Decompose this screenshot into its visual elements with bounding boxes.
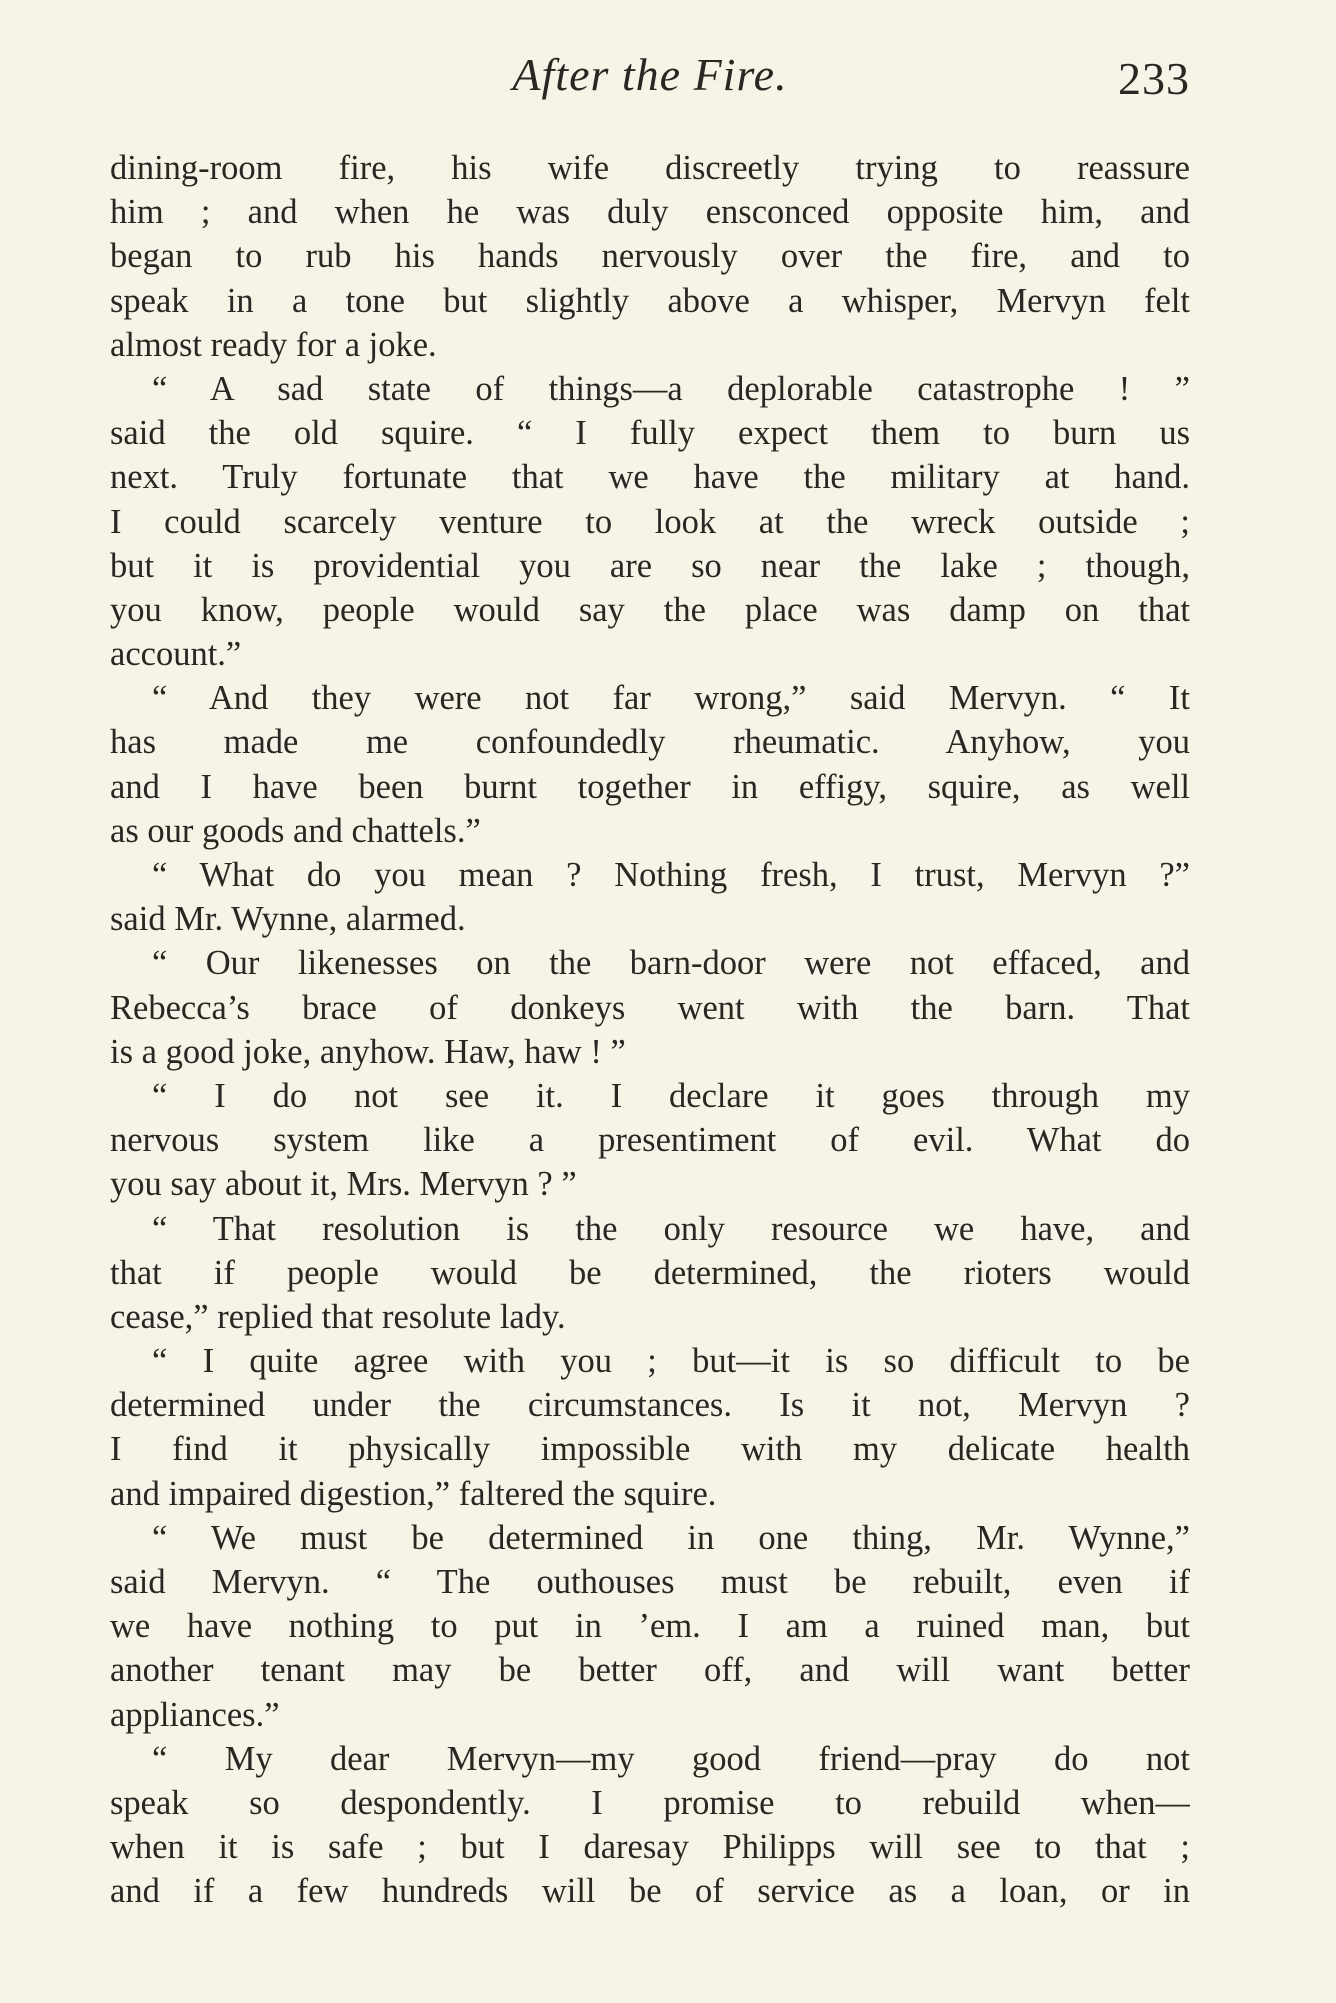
text-line: but it is providential you are so near the lake ; though, — [110, 546, 1190, 585]
text-line: I find it physically impossible with my delicate health — [110, 1430, 1190, 1469]
text-line: him ; and when he was duly ensconced opposite him, and — [110, 193, 1190, 232]
text-line: “ Our likenesses on the barn-door were not effaced, and — [152, 944, 1190, 983]
text-line: cease,” replied that resolute lady. — [110, 1297, 566, 1336]
text-line: we have nothing to put in ’em. I am a ruined man, but — [110, 1607, 1190, 1646]
text-line: account.” — [110, 635, 242, 674]
text-line: Rebecca’s brace of donkeys went with the barn. That — [110, 988, 1190, 1027]
text-line: speak in a tone but slightly above a whisper, Mervyn felt — [110, 281, 1190, 320]
text-line: next. Truly fortunate that we have the military at hand. — [110, 458, 1190, 497]
text-line: said Mr. Wynne, alarmed. — [110, 900, 466, 939]
text-line: speak so despondently. I promise to rebuild when— — [110, 1783, 1190, 1822]
text-line: “ I do not see it. I declare it goes through my — [152, 1076, 1190, 1115]
text-line: that if people would be determined, the rioters would — [110, 1253, 1190, 1292]
text-line: I could scarcely venture to look at the wreck outside ; — [110, 502, 1190, 541]
text-line: “ We must be determined in one thing, Mr. Wynne,” — [152, 1518, 1190, 1557]
text-line: you know, people would say the place was damp on that — [110, 590, 1190, 629]
text-line: when it is safe ; but I daresay Philipps will see to that ; — [110, 1828, 1190, 1867]
text-line: and if a few hundreds will be of service as a loan, or in — [110, 1872, 1190, 1911]
running-title: After the Fire. — [512, 49, 788, 100]
text-line: has made me confoundedly rheumatic. Anyhow, you — [110, 723, 1190, 762]
text-line: as our goods and chattels.” — [110, 811, 481, 850]
text-line: “ A sad state of things—a deplorable catastrophe ! ” — [152, 369, 1190, 408]
text-line: said the old squire. “ I fully expect them to burn us — [110, 414, 1190, 453]
text-line: appliances.” — [110, 1695, 280, 1734]
text-line: “ And they were not far wrong,” said Mervyn. “ It — [152, 679, 1190, 718]
text-line: “ What do you mean ? Nothing fresh, I trust, Mervyn ?” — [152, 856, 1190, 894]
text-line: determined under the circumstances. Is it not, Mervyn ? — [110, 1386, 1190, 1425]
text-line: “ My dear Mervyn—my good friend—pray do not — [152, 1739, 1190, 1778]
text-line: said Mervyn. “ The outhouses must be rebuilt, even if — [110, 1563, 1190, 1601]
text-line: dining-room fire, his wife discreetly trying to reassure — [110, 149, 1190, 187]
text-line: began to rub his hands nervously over the fire, and to — [110, 237, 1190, 276]
text-line: and I have been burnt together in effigy, squire, as well — [110, 767, 1190, 806]
text-line: “ I quite agree with you ; but—it is so difficult to be — [152, 1342, 1190, 1381]
text-line: “ That resolution is the only resource we have, and — [152, 1209, 1190, 1248]
text-line: and impaired digestion,” faltered the squire. — [110, 1474, 717, 1513]
running-head — [110, 48, 1190, 118]
text-line: nervous system like a presentiment of evil. What do — [110, 1121, 1190, 1160]
text-line: another tenant may be better off, and will want better — [110, 1651, 1190, 1690]
body-text — [110, 146, 1190, 1914]
text-line: almost ready for a joke. — [110, 325, 437, 364]
page-number: 233 — [1118, 53, 1190, 104]
text-line: is a good joke, anyhow. Haw, haw ! ” — [110, 1032, 626, 1071]
text-line: you say about it, Mrs. Mervyn ? ” — [110, 1165, 577, 1204]
